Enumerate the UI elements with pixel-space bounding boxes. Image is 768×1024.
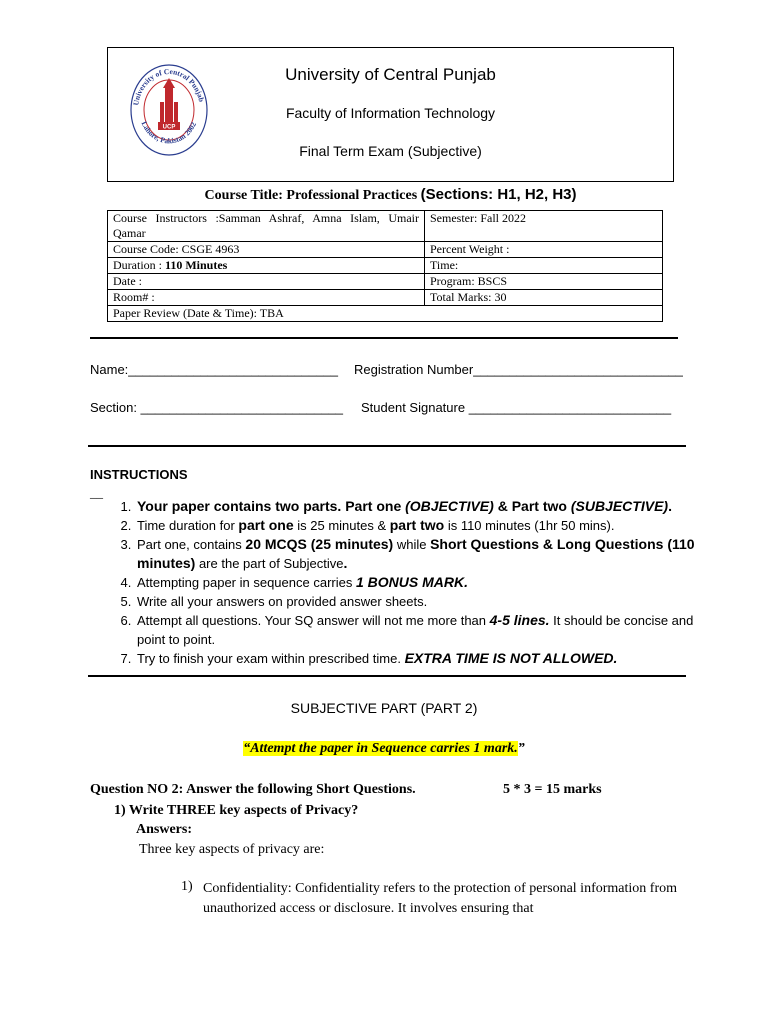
course-info-table: [107, 210, 663, 322]
exam-title: Final Term Exam (Subjective): [299, 143, 482, 159]
divider-line: [88, 445, 686, 447]
duration-value: 110 Minutes: [165, 258, 228, 272]
instruction-text: Short Questions & Long Questions (110 minutes): [137, 536, 695, 571]
sequence-note-highlight: “Attempt the paper in Sequence carries 1 mark.: [243, 741, 518, 756]
instruction-text: .: [343, 555, 348, 571]
instruction-text: Attempting paper in sequence carries: [137, 575, 356, 590]
instruction-item: [135, 649, 715, 668]
signature-field[interactable]: Student Signature ____________________________: [361, 400, 672, 415]
program-cell: Program: BSCS: [425, 274, 663, 290]
course-title-label: Course Title: Professional Practices: [204, 188, 418, 203]
svg-text:Lahore, Pakistan 2002: Lahore, Pakistan 2002: [139, 119, 199, 146]
room-cell: Room# :: [108, 290, 425, 306]
instruction-text: 1 BONUS MARK.: [355, 574, 468, 590]
semester-cell: Semester: Fall 2022: [425, 211, 663, 242]
answer-item-number: 1): [181, 879, 193, 894]
university-logo: [128, 62, 210, 158]
time-cell: Time:: [425, 258, 663, 274]
percent-weight-cell: Percent Weight :: [425, 242, 663, 258]
instruction-text: (SUBJECTIVE): [570, 498, 669, 514]
instruction-text: is 110 minutes (1hr 50 mins).: [444, 518, 615, 533]
svg-text:UCP: UCP: [162, 124, 176, 131]
instruction-text: while: [393, 537, 431, 552]
subjective-heading: SUBJECTIVE PART (PART 2): [290, 700, 478, 716]
instruction-item: [135, 573, 715, 592]
instruction-text: (OBJECTIVE): [405, 498, 494, 514]
answers-intro: Three key aspects of privacy are:: [139, 842, 325, 857]
instruction-text: EXTRA TIME IS NOT ALLOWED.: [404, 650, 618, 666]
instruction-text: part two: [389, 517, 445, 533]
faculty-name: Faculty of Information Technology: [285, 105, 496, 121]
sequence-note-close: ”: [517, 741, 525, 756]
instructors-cell: Course Instructors :Samman Ashraf, Amna Islam, Umair Qamar: [108, 211, 425, 242]
instructions-list: [105, 497, 715, 668]
instruction-text: is 25 minutes &: [293, 518, 390, 533]
instruction-text: Try to finish your exam within prescribed time.: [137, 651, 405, 666]
name-field[interactable]: Name:_____________________________: [90, 362, 338, 377]
divider-line: [90, 337, 678, 339]
question-2-title: Question NO 2: Answer the following Short Questions.: [90, 782, 416, 797]
svg-text:University of Central Punjab: University of Central Punjab: [131, 66, 207, 107]
answer-item-text: Confidentiality: Confidentiality refers to the protection of personal information from unauthorized access or disclosure. It involves ensuring that: [203, 881, 677, 916]
duration-label: Duration :: [113, 258, 165, 272]
instructions-dash: __: [90, 485, 103, 500]
instruction-item: [135, 497, 715, 516]
instruction-text: 4-5 lines.: [489, 612, 550, 628]
question-2-marks: 5 * 3 = 15 marks: [503, 782, 602, 797]
instruction-item: [135, 611, 715, 649]
instruction-text: Part one, contains: [137, 537, 246, 552]
instruction-item: [135, 516, 715, 535]
university-name: University of Central Punjab: [285, 65, 496, 84]
section-field[interactable]: Section: ____________________________: [90, 400, 344, 415]
instruction-text: 20 MCQS (25 minutes): [245, 536, 394, 552]
course-title: [107, 186, 674, 204]
instruction-item: [135, 592, 715, 611]
course-sections: (Sections: H1, H2, H3): [420, 186, 577, 203]
date-cell: Date :: [108, 274, 425, 290]
instruction-text: Time duration for: [137, 518, 239, 533]
instruction-text: It should be concise and point to point.: [137, 613, 694, 647]
paper-review-cell-right: [425, 306, 663, 322]
divider-line: [88, 675, 686, 677]
instruction-text: Write all your answers on provided answer sheets.: [137, 594, 428, 609]
instructions-heading: INSTRUCTIONS: [90, 467, 188, 482]
sequence-note: [0, 741, 768, 757]
registration-field[interactable]: Registration Number_____________________________: [354, 362, 683, 377]
question-1-text: 1) Write THREE key aspects of Privacy?: [114, 803, 359, 818]
instruction-text: part one: [238, 517, 294, 533]
instruction-text: & Part two: [493, 498, 571, 514]
duration-cell: [108, 258, 425, 274]
total-marks-cell: Total Marks: 30: [425, 290, 663, 306]
paper-review-cell: Paper Review (Date & Time): TBA: [108, 306, 425, 322]
instruction-item: [135, 535, 715, 573]
course-code-cell: Course Code: CSGE 4963: [108, 242, 425, 258]
instruction-text: are the part of Subjective: [195, 556, 344, 571]
instruction-text: Your paper contains two parts. Part one: [137, 498, 406, 514]
instruction-text: .: [668, 498, 672, 514]
answers-label: Answers:: [136, 822, 192, 837]
instruction-text: Attempt all questions. Your SQ answer will not me more than: [137, 613, 490, 628]
